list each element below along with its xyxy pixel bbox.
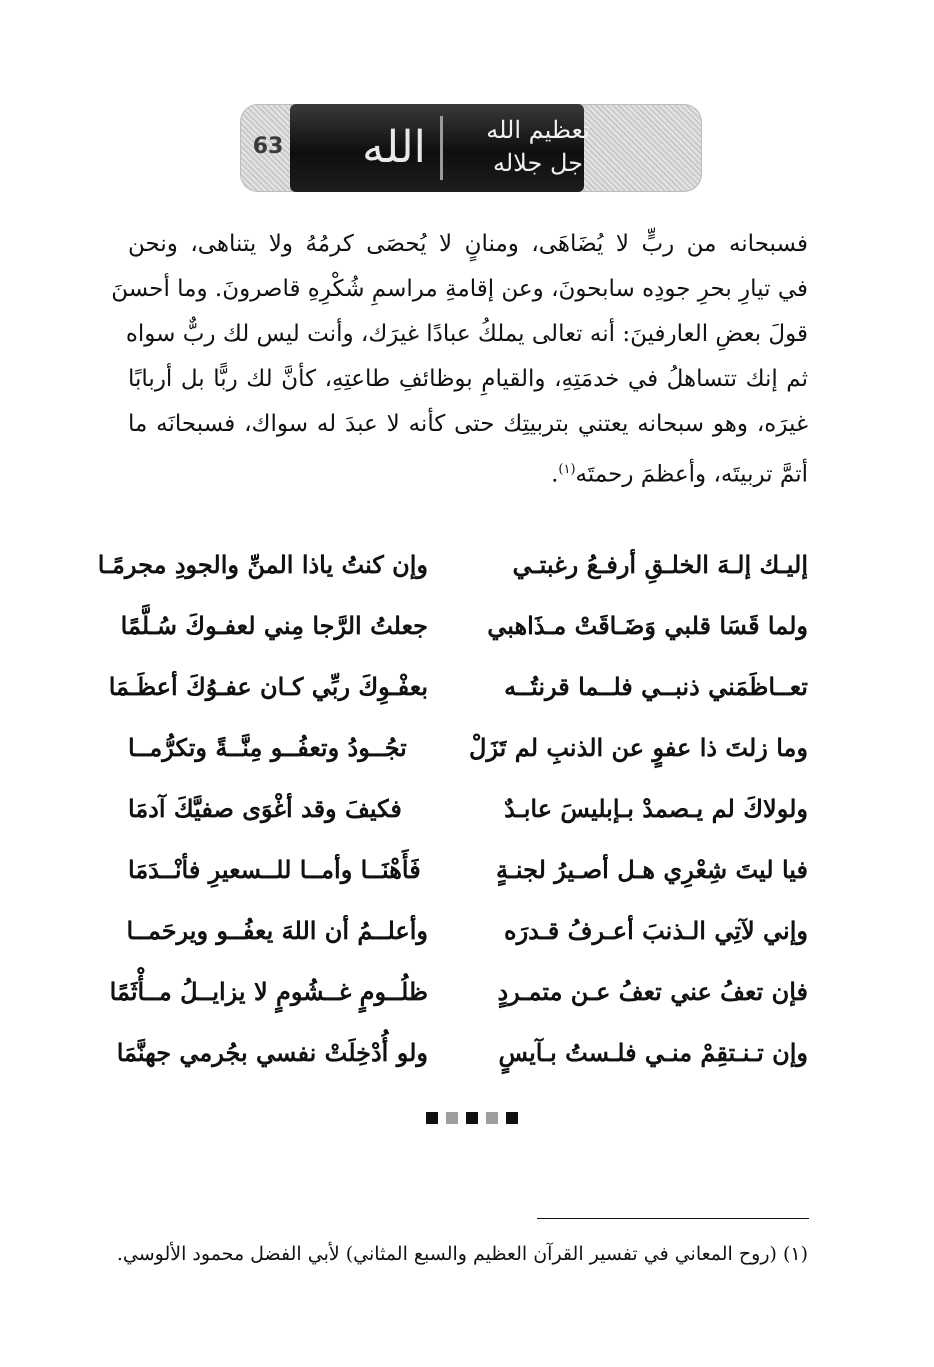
prose-line: ثم إنك تتساهلُ في خدمَتِهِ، والقيامِ بوظائفِ طاعتِهِ، كأنَّ لك ربًّا بل أربابًا — [128, 366, 808, 392]
separator-square — [446, 1112, 458, 1124]
verse-second-hemistich: وإن كنتُ ياذا المنِّ والجودِ مجرمًـا — [97, 550, 428, 579]
prose-line: في تيارِ بحرِ جودِه سابحونَ، وعن إقامةِ مراسمِ شُكْرِهِ قاصرونَ. وما أحسنَ — [111, 276, 808, 302]
verse-second-hemistich: جعلتُ الرَّجا مِني لعفـوكَ سُـلَّمًا — [120, 611, 428, 640]
verse-second-hemistich: وأعلــمُ أن اللهَ يعفُــو ويرحَمــا — [126, 916, 428, 945]
poem — [97, 534, 808, 1083]
verse-first-hemistich: تعــاظَمَني ذنبــي فلــما قرنتُــه — [504, 672, 808, 701]
separator-square — [506, 1112, 518, 1124]
verse — [116, 1022, 808, 1083]
book-title-line1: تعظيم الله — [486, 116, 590, 144]
verse-second-hemistich: بعفْـوِكَ ربِّي كـان عفـوُكَ أعظَـمَا — [108, 672, 428, 701]
verse-first-hemistich: فإن تعفُ عني تعفُ عـن متمـردٍ — [497, 977, 808, 1006]
verse-first-hemistich: وإني لآتِي الـذنبَ أعـرفُ قـدرَه — [504, 916, 808, 945]
footnote: (١) (روح المعاني في تفسير القرآن العظيم والسبع المثاني) لأبي الفضل محمود الألوسي. — [116, 1243, 808, 1265]
footnote-reference: (١) — [558, 462, 576, 477]
verse-second-hemistich: فكيفَ وقد أغْوَى صفيَّكَ آدمَا — [128, 794, 402, 823]
verse — [120, 595, 808, 656]
footnote-rule — [537, 1218, 809, 1219]
verse-first-hemistich: وما زلتَ ذا عفوٍ عن الذنبِ لم تَزَلْ — [469, 733, 808, 762]
verse — [128, 839, 808, 900]
verse — [108, 656, 808, 717]
verse-first-hemistich: ولما قَسَا قلبي وَضَـاقَتْ مـذَاهبي — [487, 611, 808, 640]
prose-line: أتمَّ تربيتَه، وأعظمَ رحمتَه — [575, 461, 808, 488]
verse-first-hemistich: وإن تـنـتقِمْ منـي فلـستُ بـآيسٍ — [498, 1038, 808, 1067]
prose-line: غيرَه، وهو سبحانه يعتني بتربيتِك حتى كأنه لا عبدَ له سواك، فسبحانَه ما — [128, 411, 808, 437]
verse-first-hemistich: إليـك إلـهَ الخلـقِ أرفـعُ رغبتـي — [512, 550, 808, 579]
separator-square — [426, 1112, 438, 1124]
verse-second-hemistich: ظلُــومٍ غــشُومٍ لا يزايــلُ مــأْثَمًا — [109, 977, 428, 1006]
prose-last-line — [128, 447, 808, 498]
prose-end-mark: . — [551, 461, 559, 488]
separator-square — [486, 1112, 498, 1124]
book-title-line2: جل جلاله — [493, 149, 583, 177]
prose-paragraph — [111, 222, 808, 498]
verse-second-hemistich: تجُــودُ وتعفُــو مِنَّــةً وتكرُّمــا — [128, 733, 407, 762]
verse-first-hemistich: فيا ليتَ شِعْرِي هـل أصـيرُ لجنـةٍ — [495, 855, 808, 884]
verse-second-hemistich: فَأَهْنَــا وأمــا للــسعيرِ فأنْــدَمَا — [128, 855, 421, 884]
header-banner — [290, 104, 590, 192]
prose-line: قولَ بعضِ العارفينَ: أنه تعالى يملكُ عبادًا غيرَك، وأنت ليس لك ربٌّ سواه — [125, 321, 808, 347]
verse — [109, 961, 808, 1022]
verse-second-hemistich: ولو أُدْخِلَتْ نفسي بجُرمي جهنَّمَا — [116, 1038, 428, 1067]
allah-calligraphy: الله — [362, 122, 426, 173]
section-separator-ornament — [426, 1112, 518, 1124]
separator-square — [466, 1112, 478, 1124]
verse — [97, 534, 808, 595]
prose-line: فسبحانه من ربٍّ لا يُضَاهَى، ومنانٍ لا يُحصَى كرمُهُ ولا يتناهى، ونحن — [128, 231, 808, 257]
book-title — [450, 114, 626, 184]
verse — [128, 900, 808, 961]
header-divider — [440, 116, 443, 180]
verse-first-hemistich: ولولاكَ لم يـصمدْ بـإبليسَ عابـدٌ — [504, 794, 808, 823]
page-number: 63 — [252, 134, 284, 159]
running-header — [240, 104, 702, 192]
verse — [128, 778, 808, 839]
verse — [128, 717, 808, 778]
